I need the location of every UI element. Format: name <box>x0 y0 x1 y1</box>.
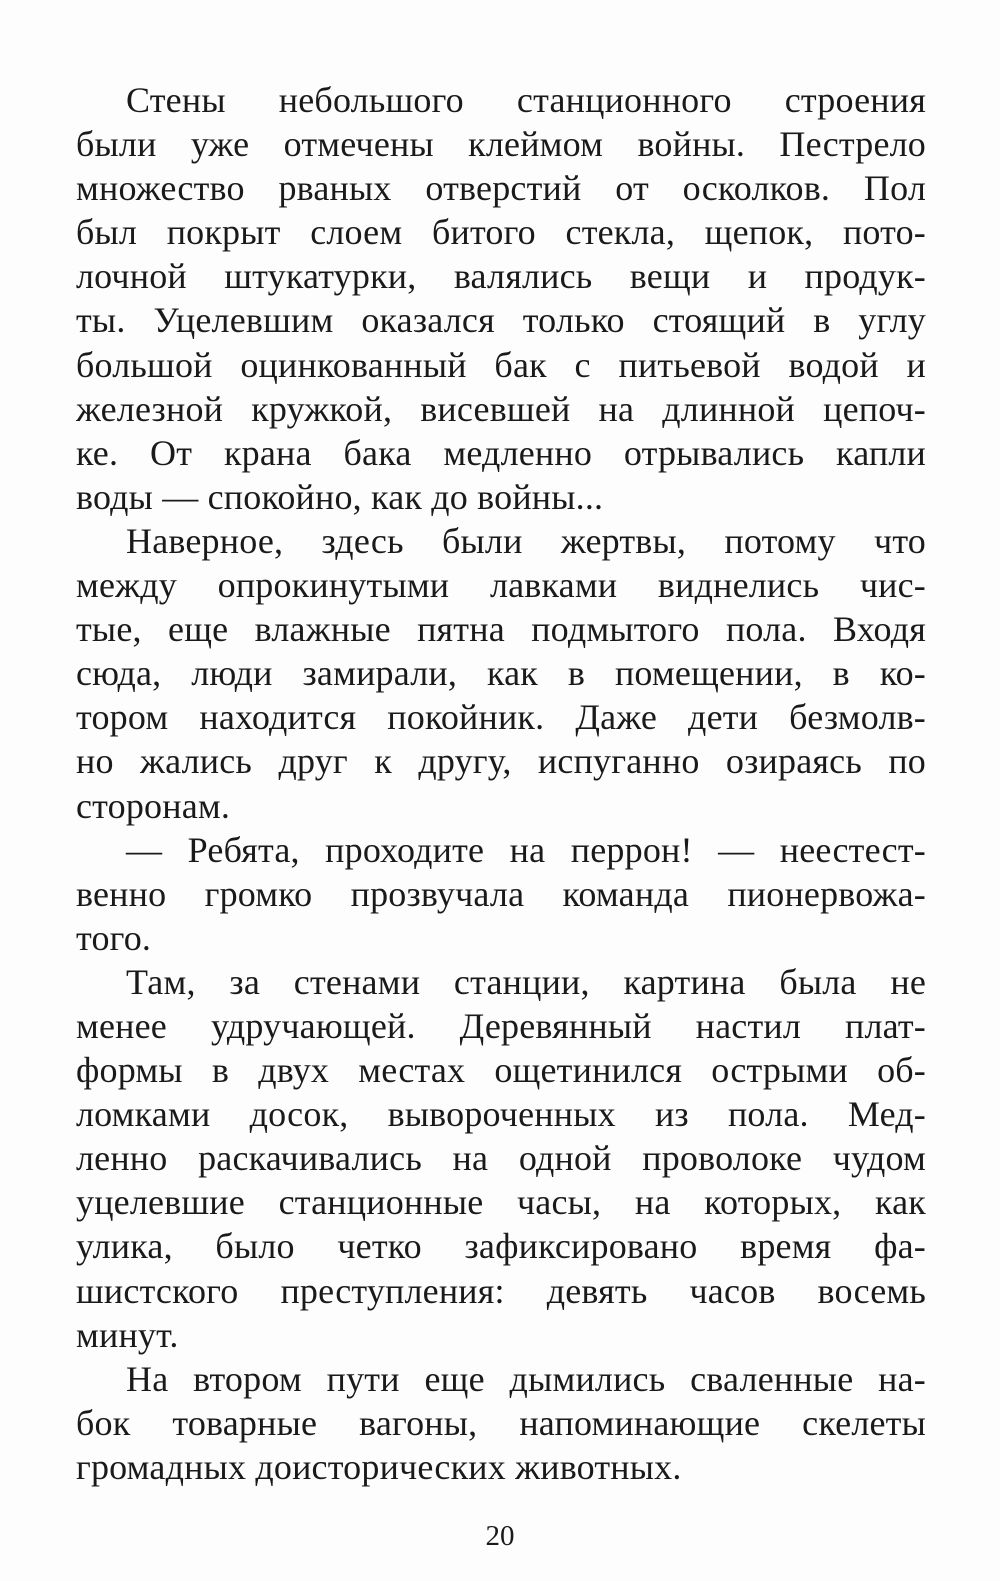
text-line: были уже отмечены клеймом войны. Пестрело <box>76 124 926 165</box>
text-line: воды — спокойно, как до войны... <box>76 476 604 517</box>
text-line: сюда, люди замирали, как в помещении, в ко- <box>76 653 926 694</box>
text-line: множество рваных отверстий от осколков. Пол <box>76 168 926 209</box>
text-line: уцелевшие станционные часы, на которых, как <box>76 1182 926 1223</box>
text-line: шистского преступления: девять часов восемь <box>76 1270 926 1311</box>
text-line: Наверное, здесь были жертвы, потому что <box>126 520 926 561</box>
text-line: Там, за стенами станции, картина была не <box>126 961 926 1002</box>
text-line: минут. <box>76 1314 179 1355</box>
text-line: между опрокинутыми лавками виднелись чис- <box>76 565 926 606</box>
text-line: ты. Уцелевшим оказался только стоящий в углу <box>76 300 926 341</box>
paragraph-4 <box>76 960 926 1357</box>
paragraph-5 <box>76 1357 926 1489</box>
text-line: бок товарные вагоны, напоминающие скелеты <box>76 1402 926 1443</box>
text-line: — Ребята, проходите на перрон! — неестест- <box>126 829 926 870</box>
paragraph-1 <box>76 78 926 519</box>
text-line: менее удручающей. Деревянный настил плат- <box>76 1005 926 1046</box>
page-text <box>76 78 926 1489</box>
text-line: громадных доисторических животных. <box>76 1446 682 1487</box>
text-line: На втором пути еще дымились сваленные на- <box>126 1358 926 1399</box>
page-number: 20 <box>485 1520 515 1552</box>
text-line: ке. От крана бака медленно отрывались капли <box>76 432 926 473</box>
text-line: тые, еще влажные пятна подмытого пола. Входя <box>76 609 926 650</box>
text-line: того. <box>76 917 152 958</box>
text-line: венно громко прозвучала команда пионервожа- <box>76 873 926 914</box>
text-line: но жались друг к другу, испуганно озираясь по <box>76 741 926 782</box>
text-line: тором находится покойник. Даже дети безмолв- <box>76 697 926 738</box>
text-line: ломками досок, вывороченных из пола. Мед- <box>76 1094 926 1135</box>
text-line: Стены небольшого станционного строения <box>126 80 926 120</box>
paragraph-2 <box>76 519 926 828</box>
text-line: улика, было четко зафиксировано время фа- <box>76 1226 926 1267</box>
text-line: ленно раскачивались на одной проволоке чудом <box>76 1138 926 1179</box>
text-line: формы в двух местах ощетинился острыми об- <box>76 1050 926 1091</box>
text-line: большой оцинкованный бак с питьевой водой и <box>76 344 926 385</box>
text-line: был покрыт слоем битого стекла, щепок, пото- <box>76 212 926 253</box>
text-line: лочной штукатурки, валялись вещи и продук- <box>76 256 926 297</box>
paragraph-3 <box>76 828 926 960</box>
text-line: сторонам. <box>76 785 231 826</box>
text-line: железной кружкой, висевшей на длинной цепоч- <box>76 388 926 429</box>
